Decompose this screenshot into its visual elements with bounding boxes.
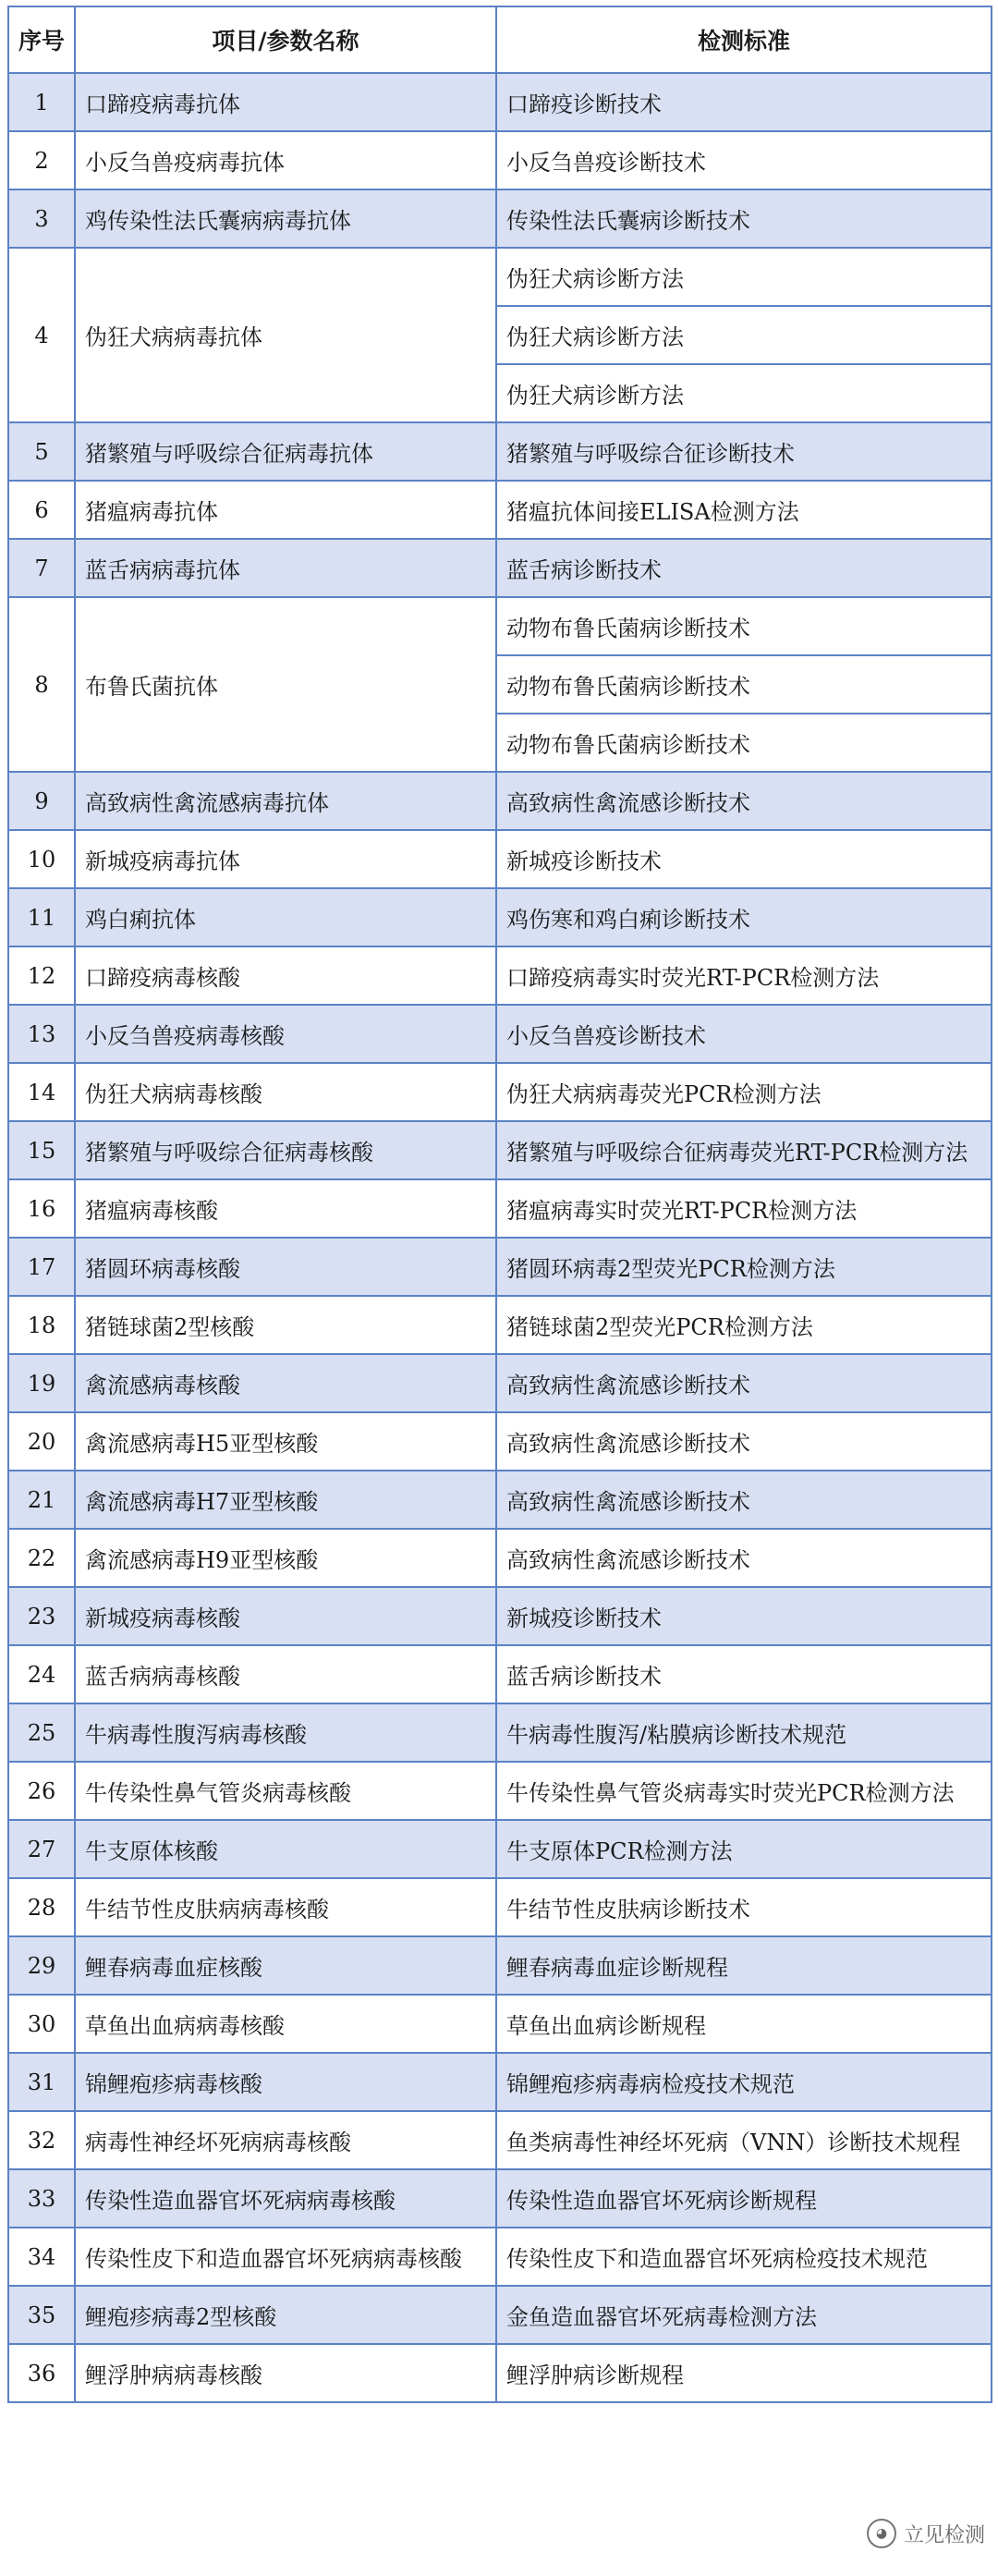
table-row: [8, 189, 992, 248]
table-row: [8, 888, 992, 946]
row-serial: 1: [8, 73, 75, 131]
row-standard: 高致病性禽流感诊断技术: [496, 772, 992, 830]
row-standard: 动物布鲁氏菌病诊断技术: [496, 597, 992, 655]
table-row: [8, 1121, 992, 1179]
table-row: [8, 1936, 992, 1995]
row-item-name: 牛结节性皮肤病病毒核酸: [75, 1878, 496, 1936]
row-serial: 16: [8, 1179, 75, 1238]
row-item-name: 禽流感病毒H5亚型核酸: [75, 1412, 496, 1471]
table-row: [8, 2286, 992, 2344]
row-standard: 猪瘟抗体间接ELISA检测方法: [496, 481, 992, 539]
row-item-name: 锦鲤疱疹病毒核酸: [75, 2053, 496, 2111]
row-serial: 14: [8, 1063, 75, 1121]
row-item-name: 鲤疱疹病毒2型核酸: [75, 2286, 496, 2344]
row-item-name: 牛支原体核酸: [75, 1820, 496, 1878]
row-serial: 31: [8, 2053, 75, 2111]
row-serial: 8: [8, 597, 75, 772]
table-row: [8, 73, 992, 131]
row-item-name: 禽流感病毒核酸: [75, 1354, 496, 1412]
row-serial: 21: [8, 1471, 75, 1529]
row-item-name: 牛病毒性腹泻病毒核酸: [75, 1703, 496, 1762]
row-standard: 牛传染性鼻气管炎病毒实时荧光PCR检测方法: [496, 1762, 992, 1820]
row-serial: 4: [8, 248, 75, 422]
row-item-name: 传染性皮下和造血器官坏死病病毒核酸: [75, 2228, 496, 2286]
row-item-name: 口蹄疫病毒抗体: [75, 73, 496, 131]
row-serial: 6: [8, 481, 75, 539]
row-standard: 鲤春病毒血症诊断规程: [496, 1936, 992, 1995]
row-item-name: 口蹄疫病毒核酸: [75, 946, 496, 1005]
row-item-name: 草鱼出血病病毒核酸: [75, 1995, 496, 2053]
table-header: [8, 6, 992, 73]
table-row: [8, 1063, 992, 1121]
row-serial: 10: [8, 830, 75, 888]
row-item-name: 猪瘟病毒核酸: [75, 1179, 496, 1238]
table-row: [8, 1995, 992, 2053]
row-standard: 口蹄疫病毒实时荧光RT-PCR检测方法: [496, 946, 992, 1005]
row-item-name: 鲤春病毒血症核酸: [75, 1936, 496, 1995]
row-standard: 高致病性禽流感诊断技术: [496, 1529, 992, 1587]
row-serial: 26: [8, 1762, 75, 1820]
row-serial: 32: [8, 2111, 75, 2169]
row-standard: 高致病性禽流感诊断技术: [496, 1412, 992, 1471]
row-standard: 牛结节性皮肤病诊断技术: [496, 1878, 992, 1936]
header-standard: 检测标准: [496, 6, 992, 73]
row-serial: 13: [8, 1005, 75, 1063]
row-serial: 19: [8, 1354, 75, 1412]
row-serial: 20: [8, 1412, 75, 1471]
row-standard: 传染性皮下和造血器官坏死病检疫技术规范: [496, 2228, 992, 2286]
row-standard: 伪狂犬病病毒荧光PCR检测方法: [496, 1063, 992, 1121]
row-serial: 15: [8, 1121, 75, 1179]
table-row: [8, 1471, 992, 1529]
table-row: [8, 1296, 992, 1354]
row-item-name: 鸡传染性法氏囊病病毒抗体: [75, 189, 496, 248]
row-item-name: 新城疫病毒核酸: [75, 1587, 496, 1645]
row-serial: 35: [8, 2286, 75, 2344]
row-serial: 33: [8, 2169, 75, 2228]
row-item-name: 猪链球菌2型核酸: [75, 1296, 496, 1354]
row-serial: 29: [8, 1936, 75, 1995]
row-item-name: 蓝舌病病毒抗体: [75, 539, 496, 597]
row-item-name: 猪瘟病毒抗体: [75, 481, 496, 539]
row-item-name: 伪狂犬病病毒核酸: [75, 1063, 496, 1121]
row-standard: 新城疫诊断技术: [496, 830, 992, 888]
row-serial: 28: [8, 1878, 75, 1936]
row-standard: 牛病毒性腹泻/粘膜病诊断技术规范: [496, 1703, 992, 1762]
row-serial: 17: [8, 1238, 75, 1296]
table-row: [8, 2169, 992, 2228]
row-item-name: 猪圆环病毒核酸: [75, 1238, 496, 1296]
row-standard: 猪瘟病毒实时荧光RT-PCR检测方法: [496, 1179, 992, 1238]
row-serial: 2: [8, 131, 75, 189]
header-item-name: 项目/参数名称: [75, 6, 496, 73]
row-serial: 7: [8, 539, 75, 597]
row-serial: 24: [8, 1645, 75, 1703]
row-serial: 30: [8, 1995, 75, 2053]
watermark: [867, 2519, 985, 2548]
table-row: [8, 2111, 992, 2169]
row-item-name: 猪繁殖与呼吸综合征病毒抗体: [75, 422, 496, 481]
table-row: [8, 1878, 992, 1936]
row-serial: 34: [8, 2228, 75, 2286]
row-standard: 口蹄疫诊断技术: [496, 73, 992, 131]
row-standard: 伪狂犬病诊断方法: [496, 248, 992, 306]
row-standard: 鸡伤寒和鸡白痢诊断技术: [496, 888, 992, 946]
watermark-text: 立见检测: [903, 2523, 985, 2547]
row-serial: 22: [8, 1529, 75, 1587]
table-row: [8, 946, 992, 1005]
inspection-table: [7, 6, 992, 2403]
row-item-name: 小反刍兽疫病毒核酸: [75, 1005, 496, 1063]
row-standard: 鱼类病毒性神经坏死病（VNN）诊断技术规程: [496, 2111, 992, 2169]
table-row: [8, 2228, 992, 2286]
header-serial: 序号: [8, 6, 75, 73]
table-body: [8, 73, 992, 2402]
row-serial: 18: [8, 1296, 75, 1354]
row-standard: 牛支原体PCR检测方法: [496, 1820, 992, 1878]
wechat-icon: ◕: [867, 2519, 896, 2548]
row-standard: 猪圆环病毒2型荧光PCR检测方法: [496, 1238, 992, 1296]
row-standard: 猪繁殖与呼吸综合征诊断技术: [496, 422, 992, 481]
row-item-name: 传染性造血器官坏死病病毒核酸: [75, 2169, 496, 2228]
table-row: [8, 1179, 992, 1238]
table-container: [7, 6, 991, 2403]
row-item-name: 鲤浮肿病病毒核酸: [75, 2344, 496, 2402]
row-serial: 5: [8, 422, 75, 481]
table-row: [8, 1005, 992, 1063]
row-standard: 伪狂犬病诊断方法: [496, 306, 992, 364]
row-item-name: 高致病性禽流感病毒抗体: [75, 772, 496, 830]
row-standard: 草鱼出血病诊断规程: [496, 1995, 992, 2053]
row-item-name: 蓝舌病病毒核酸: [75, 1645, 496, 1703]
row-item-name: 牛传染性鼻气管炎病毒核酸: [75, 1762, 496, 1820]
row-standard: 鲤浮肿病诊断规程: [496, 2344, 992, 2402]
table-row: [8, 131, 992, 189]
table-row: [8, 1703, 992, 1762]
row-item-name: 伪狂犬病病毒抗体: [75, 248, 496, 422]
row-item-name: 禽流感病毒H7亚型核酸: [75, 1471, 496, 1529]
row-serial: 36: [8, 2344, 75, 2402]
row-standard: 猪链球菌2型荧光PCR检测方法: [496, 1296, 992, 1354]
row-standard: 猪繁殖与呼吸综合征病毒荧光RT-PCR检测方法: [496, 1121, 992, 1179]
row-standard: 高致病性禽流感诊断技术: [496, 1354, 992, 1412]
row-standard: 金鱼造血器官坏死病毒检测方法: [496, 2286, 992, 2344]
table-row: [8, 2053, 992, 2111]
row-serial: 25: [8, 1703, 75, 1762]
table-row: [8, 772, 992, 830]
row-standard: 动物布鲁氏菌病诊断技术: [496, 655, 992, 714]
row-standard: 蓝舌病诊断技术: [496, 1645, 992, 1703]
row-item-name: 禽流感病毒H9亚型核酸: [75, 1529, 496, 1587]
row-serial: 3: [8, 189, 75, 248]
table-row: [8, 2344, 992, 2402]
table-row: [8, 1529, 992, 1587]
row-standard: 传染性造血器官坏死病诊断规程: [496, 2169, 992, 2228]
row-item-name: 布鲁氏菌抗体: [75, 597, 496, 772]
table-row: [8, 1354, 992, 1412]
row-item-name: 鸡白痢抗体: [75, 888, 496, 946]
row-standard: 小反刍兽疫诊断技术: [496, 1005, 992, 1063]
row-item-name: 病毒性神经坏死病病毒核酸: [75, 2111, 496, 2169]
table-row: [8, 1820, 992, 1878]
row-serial: 12: [8, 946, 75, 1005]
table-row: [8, 1238, 992, 1296]
row-standard: 小反刍兽疫诊断技术: [496, 131, 992, 189]
row-serial: 9: [8, 772, 75, 830]
row-standard: 伪狂犬病诊断方法: [496, 364, 992, 422]
row-standard: 动物布鲁氏菌病诊断技术: [496, 714, 992, 772]
row-item-name: 猪繁殖与呼吸综合征病毒核酸: [75, 1121, 496, 1179]
table-row: [8, 248, 992, 306]
table-row: [8, 422, 992, 481]
row-item-name: 小反刍兽疫病毒抗体: [75, 131, 496, 189]
table-row: [8, 481, 992, 539]
row-standard: 新城疫诊断技术: [496, 1587, 992, 1645]
row-serial: 11: [8, 888, 75, 946]
table-row: [8, 830, 992, 888]
table-row: [8, 1762, 992, 1820]
table-row: [8, 539, 992, 597]
row-serial: 27: [8, 1820, 75, 1878]
row-serial: 23: [8, 1587, 75, 1645]
table-row: [8, 1587, 992, 1645]
row-standard: 蓝舌病诊断技术: [496, 539, 992, 597]
row-standard: 高致病性禽流感诊断技术: [496, 1471, 992, 1529]
row-standard: 传染性法氏囊病诊断技术: [496, 189, 992, 248]
table-row: [8, 597, 992, 655]
row-item-name: 新城疫病毒抗体: [75, 830, 496, 888]
table-row: [8, 1412, 992, 1471]
table-row: [8, 1645, 992, 1703]
row-standard: 锦鲤疱疹病毒病检疫技术规范: [496, 2053, 992, 2111]
